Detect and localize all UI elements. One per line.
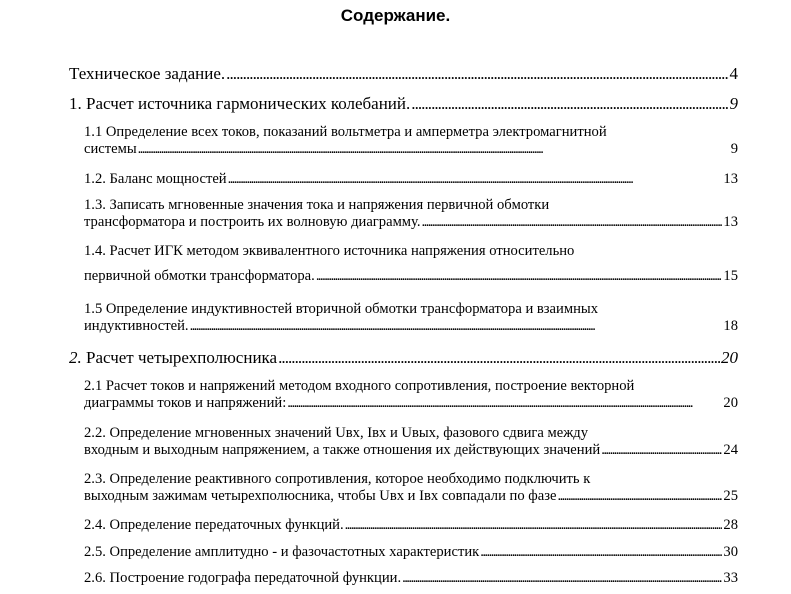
toc-entry-1-1[interactable] xyxy=(84,124,738,158)
toc-entry-text-cont: индуктивностей. xyxy=(84,318,189,334)
dot-leader xyxy=(190,318,723,335)
toc-entry-text: 2.1 Расчет токов и напряжений методом входного сопротивления, построение векторной xyxy=(84,378,635,394)
dot-leader xyxy=(345,517,723,534)
toc-entry-text: 2.6. Построение годографа передаточной функции. xyxy=(84,570,402,586)
toc-entry-text: 2.4. Определение передаточных функций. xyxy=(84,517,344,533)
toc-entry-2-2[interactable] xyxy=(84,425,738,459)
toc-entry-1-5[interactable] xyxy=(84,301,738,335)
toc-entry-text: 1.3. Записать мгновенные значения тока и напряжения первичной обмотки xyxy=(84,197,550,213)
toc-page-number: 9 xyxy=(730,141,738,157)
toc-entry-1-4[interactable] xyxy=(84,243,738,285)
toc-entry-text: 1.5 Определение индуктивностей вторичной обмотки трансформатора и взаимных xyxy=(84,301,598,317)
dot-leader xyxy=(480,544,722,561)
toc-page-number: 20 xyxy=(721,348,738,367)
toc-page-number: 13 xyxy=(723,171,738,187)
toc-entry-text-cont: трансформатора и построить их волновую диаграмму. xyxy=(84,214,421,230)
toc-entry-text: 1.4. Расчет ИГК методом эквивалентного источника напряжения относительно xyxy=(84,243,575,259)
toc-entry-2-1[interactable] xyxy=(84,378,738,412)
toc-entry-text: 1.2. Баланс мощностей xyxy=(84,171,227,187)
toc-page-number: 18 xyxy=(723,318,738,334)
dot-leader xyxy=(422,214,723,231)
toc-page-number: 25 xyxy=(723,488,738,504)
toc-entry-1-2[interactable] xyxy=(84,171,738,188)
toc-entry-text: 1. Расчет источника гармонических колебаний. xyxy=(69,94,411,113)
page-title: Содержание. xyxy=(340,6,451,25)
toc-entry-section-1[interactable] xyxy=(69,94,738,114)
dot-leader xyxy=(226,64,728,84)
toc-page-number: 4 xyxy=(729,64,738,83)
dot-leader xyxy=(287,395,722,412)
dot-leader xyxy=(278,348,720,368)
toc-entry-2-3[interactable] xyxy=(84,471,738,505)
toc-entry-technical-task[interactable] xyxy=(69,64,738,84)
toc-entry-text: Расчет четырехполюсника xyxy=(81,348,278,367)
toc-entry-section-2[interactable] xyxy=(69,348,738,368)
toc-page-number: 15 xyxy=(723,268,738,284)
dot-leader xyxy=(557,488,722,505)
toc-entry-2-4[interactable] xyxy=(84,517,738,534)
toc-page-number: 13 xyxy=(723,214,738,230)
dot-leader xyxy=(402,570,722,587)
toc-entry-2-6[interactable] xyxy=(84,570,738,587)
toc-entry-text: 2.5. Определение амплитудно - и фазочастотных характеристик xyxy=(84,544,480,560)
toc-entry-text-cont: входным и выходным напряжением, а также отношения их действующих значений xyxy=(84,442,601,458)
toc-section-number: 2. xyxy=(69,348,82,367)
toc-page-number: 30 xyxy=(723,544,738,560)
toc-entry-text: 1.1 Определение всех токов, показаний вольтметра и амперметра электромагнитной xyxy=(84,124,607,140)
toc-entry-text: 2.3. Определение реактивного сопротивления, которое необходимо подключить к xyxy=(84,471,591,487)
toc-entry-text-cont: диаграммы токов и напряжений: xyxy=(84,395,287,411)
toc-page-number: 33 xyxy=(723,570,738,586)
toc-page-number: 20 xyxy=(723,395,738,411)
dot-leader xyxy=(138,141,730,158)
toc-entry-1-3[interactable] xyxy=(84,197,738,231)
dot-leader xyxy=(228,171,723,188)
toc-page-number: 9 xyxy=(729,94,738,113)
dot-leader xyxy=(411,94,728,114)
toc-page-number: 28 xyxy=(723,517,738,533)
dot-leader xyxy=(316,268,723,285)
toc-entry-text: Техническое задание. xyxy=(69,64,226,83)
toc-entry-text-cont: выходным зажимам четырехполюсника, чтобы Uвх и Iвх совпадали по фазе xyxy=(84,488,557,504)
dot-leader xyxy=(601,442,722,459)
toc-entry-2-5[interactable] xyxy=(84,544,738,561)
toc-entry-text-cont: системы xyxy=(84,141,137,157)
toc-page-number: 24 xyxy=(723,442,738,458)
toc-entry-text: 2.2. Определение мгновенных значений Uвх, Iвх и Uвых, фазового сдвига между xyxy=(84,425,589,441)
toc-entry-text-cont: первичной обмотки трансформатора. xyxy=(84,268,315,284)
